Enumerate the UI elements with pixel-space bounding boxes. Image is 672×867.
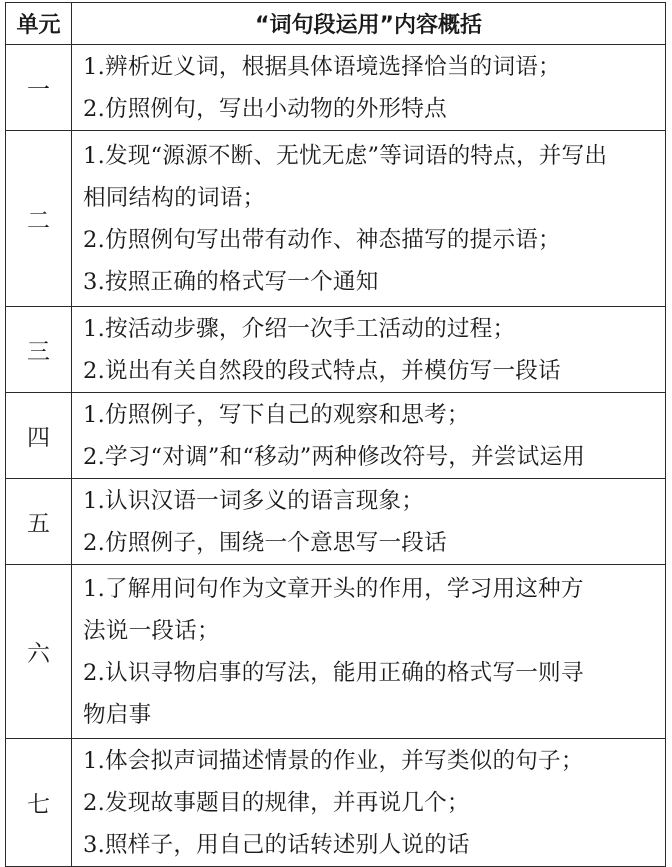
- table-row: [6, 393, 666, 479]
- content-cell: [72, 393, 666, 479]
- table-row: [6, 739, 666, 867]
- content-column-header: “词句段运用”内容概括: [72, 3, 666, 45]
- content-line: 相同结构的词语；: [83, 184, 266, 211]
- unit-cell: 七: [6, 739, 72, 867]
- content-line: 1.体会拟声词描述情景的作业，并写类似的句子；: [83, 747, 584, 774]
- unit-cell: 六: [6, 565, 72, 739]
- content-line: 1.辨析近义词，根据具体语境选择恰当的词语；: [83, 53, 561, 80]
- content-cell: [72, 131, 666, 307]
- content-line: 1.认识汉语一词多义的语言现象；: [83, 487, 425, 514]
- content-line: 2.仿照例句，写出小动物的外形特点: [83, 95, 447, 122]
- table-row: [6, 45, 666, 131]
- table-header-row: [6, 3, 666, 45]
- unit-cell: 二: [6, 131, 72, 307]
- content-line: 3.照样子，用自己的话转述别人说的话: [83, 831, 470, 858]
- content-cell: [72, 565, 666, 739]
- table-row: [6, 131, 666, 307]
- content-cell: [72, 45, 666, 131]
- content-line: 2.发现故事题目的规律，并再说几个；: [83, 789, 470, 816]
- content-cell: [72, 307, 666, 393]
- content-line: 法说一段话；: [83, 617, 220, 644]
- content-line: 2.认识寻物启事的写法，能用正确的格式写一则寻: [83, 659, 584, 686]
- content-line: 3.按照正确的格式写一个通知: [83, 268, 379, 295]
- content-cell: [72, 739, 666, 867]
- unit-cell: 五: [6, 479, 72, 565]
- unit-cell: 四: [6, 393, 72, 479]
- content-line: 1.按活动步骤，介绍一次手工活动的过程；: [83, 315, 516, 342]
- unit-cell: 三: [6, 307, 72, 393]
- unit-cell: 一: [6, 45, 72, 131]
- content-cell: [72, 479, 666, 565]
- content-line: 2.学习“对调”和“移动”两种修改符号，并尝试运用: [83, 443, 586, 470]
- table-row: [6, 565, 666, 739]
- content-line: 2.说出有关自然段的段式特点，并模仿写一段话: [83, 357, 561, 384]
- unit-summary-table: [5, 2, 666, 867]
- content-line: 1.发现“源源不断、无忧无虑”等词语的特点，并写出: [83, 142, 608, 169]
- content-line: 2.仿照例子，围绕一个意思写一段话: [83, 529, 447, 556]
- content-line: 2.仿照例句写出带有动作、神态描写的提示语；: [83, 226, 561, 253]
- content-line: 物启事: [83, 701, 152, 728]
- content-line: 1.了解用问句作为文章开头的作用，学习用这种方: [83, 575, 584, 602]
- table-row: [6, 479, 666, 565]
- table-row: [6, 307, 666, 393]
- unit-column-header: 单元: [6, 3, 72, 45]
- content-line: 1.仿照例子，写下自己的观察和思考；: [83, 401, 470, 428]
- table-body: [6, 45, 666, 867]
